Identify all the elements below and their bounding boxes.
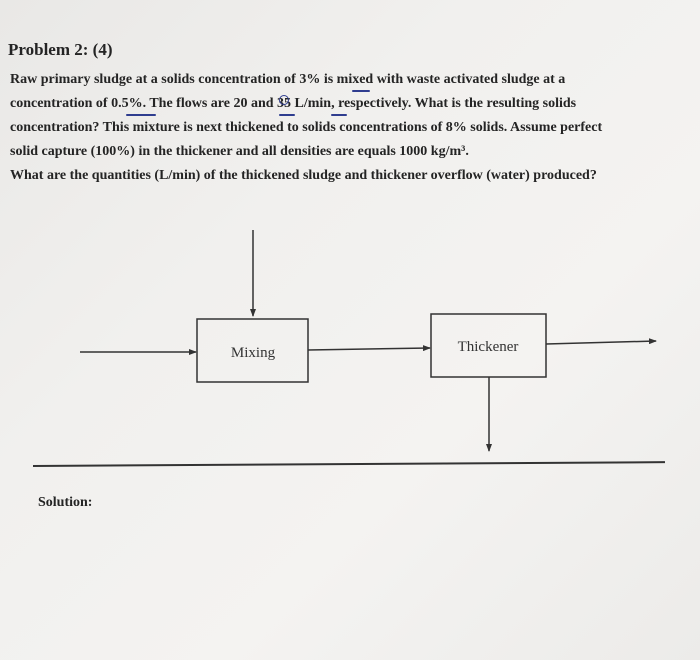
overflow-arrow — [546, 341, 656, 344]
problem-line-3: concentration? This mixture is next thickened to solids concentrations of 8% solids. Assume perfect — [10, 120, 603, 135]
section-divider — [33, 461, 665, 467]
handwritten-circle-mark — [279, 95, 289, 105]
problem-line-1: Raw primary sludge at a solids concentration of 3% is mixed with waste activated sludge at a — [10, 72, 566, 87]
problem-statement — [10, 68, 680, 188]
mixing-label: Mixing — [230, 345, 276, 361]
solution-label: Solution: — [38, 495, 93, 510]
problem-title: Problem 2: (4) — [8, 40, 113, 59]
problem-line-4: solid capture (100%) in the thickener and all densities are equals 1000 kg/m³. — [10, 144, 469, 159]
handwritten-underline-0-5pct — [126, 114, 156, 116]
problem-line-5: What are the quantities (L/min) of the thickened sludge and thickener overflow (water) produced? — [10, 168, 597, 183]
process-flow-diagram — [0, 220, 700, 460]
handwritten-underline-35 — [331, 114, 347, 116]
mixing-to-thickener-arrow — [308, 348, 430, 350]
thickener-label: Thickener — [457, 339, 519, 355]
problem-line-2: concentration of 0.5%. The flows are 20 and 35 L/min, respectively. What is the resulting solids — [10, 96, 577, 111]
handwritten-underline-20 — [279, 114, 295, 116]
handwritten-underline-3pct — [352, 90, 370, 92]
